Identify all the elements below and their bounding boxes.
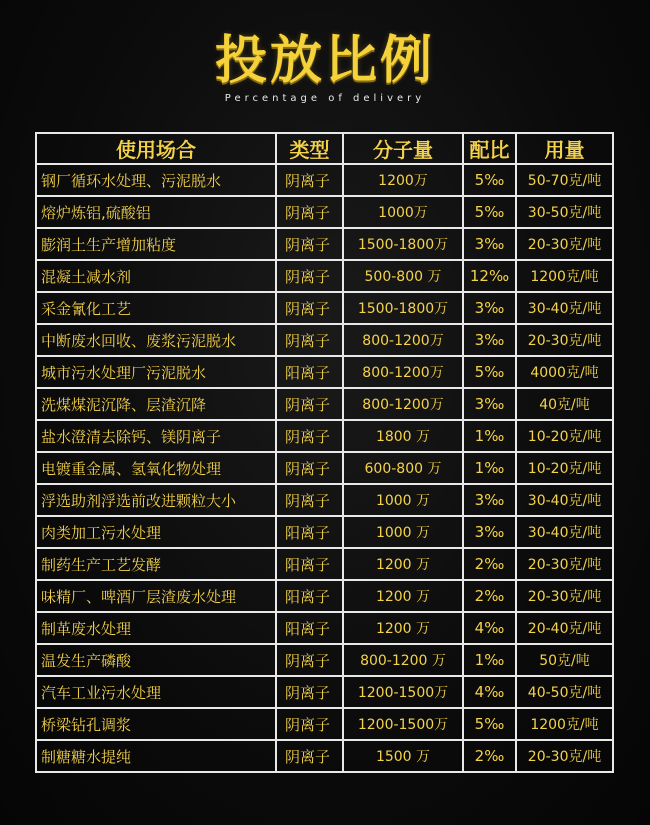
dosage-cell: 30-50克/吨 bbox=[516, 196, 613, 228]
dosage-cell: 20-30克/吨 bbox=[516, 740, 613, 772]
molecular-weight-cell: 1200 万 bbox=[343, 580, 463, 612]
type-cell: 阴离子 bbox=[276, 292, 343, 324]
dosage-cell: 10-20克/吨 bbox=[516, 452, 613, 484]
usage-cell: 制药生产工艺发酵 bbox=[36, 548, 276, 580]
type-cell: 阳离子 bbox=[276, 580, 343, 612]
usage-cell: 混凝土减水剂 bbox=[36, 260, 276, 292]
header-dosage: 用量 bbox=[516, 133, 613, 164]
dosage-cell: 1200克/吨 bbox=[516, 708, 613, 740]
header-ratio: 配比 bbox=[463, 133, 516, 164]
dosage-cell: 30-40克/吨 bbox=[516, 484, 613, 516]
table-row bbox=[36, 292, 613, 324]
table-body bbox=[36, 164, 613, 772]
ratio-cell: 3‰ bbox=[463, 484, 516, 516]
ratio-cell: 1‰ bbox=[463, 644, 516, 676]
ratio-cell: 2‰ bbox=[463, 580, 516, 612]
page-title: 投放比例 bbox=[214, 31, 435, 91]
ratio-cell: 1‰ bbox=[463, 420, 516, 452]
dosage-cell: 20-30克/吨 bbox=[516, 548, 613, 580]
dosage-cell: 50克/吨 bbox=[516, 644, 613, 676]
molecular-weight-cell: 500-800 万 bbox=[343, 260, 463, 292]
ratio-cell: 5‰ bbox=[463, 356, 516, 388]
usage-cell: 城市污水处理厂污泥脱水 bbox=[36, 356, 276, 388]
table-row bbox=[36, 580, 613, 612]
usage-cell: 肉类加工污水处理 bbox=[36, 516, 276, 548]
type-cell: 阴离子 bbox=[276, 324, 343, 356]
type-cell: 阴离子 bbox=[276, 228, 343, 260]
table-row bbox=[36, 260, 613, 292]
usage-cell: 电镀重金属、氢氧化物处理 bbox=[36, 452, 276, 484]
type-cell: 阴离子 bbox=[276, 740, 343, 772]
molecular-weight-cell: 600-800 万 bbox=[343, 452, 463, 484]
type-cell: 阴离子 bbox=[276, 420, 343, 452]
dosage-cell: 1200克/吨 bbox=[516, 260, 613, 292]
dosage-cell: 20-30克/吨 bbox=[516, 324, 613, 356]
dosage-cell: 50-70克/吨 bbox=[516, 164, 613, 196]
molecular-weight-cell: 1200 万 bbox=[343, 548, 463, 580]
molecular-weight-cell: 1200-1500万 bbox=[343, 708, 463, 740]
molecular-weight-cell: 1800 万 bbox=[343, 420, 463, 452]
molecular-weight-cell: 1500-1800万 bbox=[343, 292, 463, 324]
usage-cell: 浮选助剂浮选前改进颗粒大小 bbox=[36, 484, 276, 516]
type-cell: 阴离子 bbox=[276, 196, 343, 228]
ratio-cell: 5‰ bbox=[463, 196, 516, 228]
table-row bbox=[36, 708, 613, 740]
molecular-weight-cell: 800-1200万 bbox=[343, 324, 463, 356]
ratio-cell: 5‰ bbox=[463, 708, 516, 740]
ratio-cell: 2‰ bbox=[463, 740, 516, 772]
ratio-cell: 4‰ bbox=[463, 676, 516, 708]
type-cell: 阳离子 bbox=[276, 356, 343, 388]
molecular-weight-cell: 1200万 bbox=[343, 164, 463, 196]
table-row bbox=[36, 164, 613, 196]
usage-cell: 洗煤煤泥沉降、层渣沉降 bbox=[36, 388, 276, 420]
usage-cell: 熔炉炼铝,硫酸铝 bbox=[36, 196, 276, 228]
molecular-weight-cell: 1000 万 bbox=[343, 516, 463, 548]
ratio-cell: 12‰ bbox=[463, 260, 516, 292]
usage-cell: 采金氰化工艺 bbox=[36, 292, 276, 324]
usage-cell: 中断废水回收、废浆污泥脱水 bbox=[36, 324, 276, 356]
molecular-weight-cell: 1500-1800万 bbox=[343, 228, 463, 260]
ratio-cell: 3‰ bbox=[463, 388, 516, 420]
usage-cell: 汽车工业污水处理 bbox=[36, 676, 276, 708]
molecular-weight-cell: 800-1200万 bbox=[343, 356, 463, 388]
usage-cell: 膨润土生产增加粘度 bbox=[36, 228, 276, 260]
type-cell: 阴离子 bbox=[276, 484, 343, 516]
usage-cell: 盐水澄清去除钙、镁阴离子 bbox=[36, 420, 276, 452]
type-cell: 阳离子 bbox=[276, 516, 343, 548]
table-header-row bbox=[36, 133, 613, 164]
type-cell: 阴离子 bbox=[276, 708, 343, 740]
dosage-cell: 40克/吨 bbox=[516, 388, 613, 420]
type-cell: 阳离子 bbox=[276, 548, 343, 580]
table-row bbox=[36, 548, 613, 580]
usage-cell: 制革废水处理 bbox=[36, 612, 276, 644]
dosage-cell: 30-40克/吨 bbox=[516, 516, 613, 548]
molecular-weight-cell: 1000万 bbox=[343, 196, 463, 228]
table-row bbox=[36, 420, 613, 452]
dosage-cell: 40-50克/吨 bbox=[516, 676, 613, 708]
type-cell: 阴离子 bbox=[276, 260, 343, 292]
type-cell: 阳离子 bbox=[276, 612, 343, 644]
table-row bbox=[36, 644, 613, 676]
table-row bbox=[36, 388, 613, 420]
dosage-cell: 30-40克/吨 bbox=[516, 292, 613, 324]
usage-cell: 味精厂、啤酒厂层渣废水处理 bbox=[36, 580, 276, 612]
type-cell: 阴离子 bbox=[276, 164, 343, 196]
table-row bbox=[36, 356, 613, 388]
table-row bbox=[36, 484, 613, 516]
molecular-weight-cell: 800-1200万 bbox=[343, 388, 463, 420]
header-type: 类型 bbox=[276, 133, 343, 164]
dosage-cell: 20-40克/吨 bbox=[516, 612, 613, 644]
table-row bbox=[36, 516, 613, 548]
usage-cell: 桥梁钻孔调浆 bbox=[36, 708, 276, 740]
usage-cell: 温发生产磷酸 bbox=[36, 644, 276, 676]
ratio-cell: 3‰ bbox=[463, 228, 516, 260]
usage-cell: 制糖糖水提纯 bbox=[36, 740, 276, 772]
type-cell: 阴离子 bbox=[276, 388, 343, 420]
header-molecular-weight: 分子量 bbox=[343, 133, 463, 164]
molecular-weight-cell: 1200-1500万 bbox=[343, 676, 463, 708]
table-row bbox=[36, 452, 613, 484]
ratio-cell: 3‰ bbox=[463, 324, 516, 356]
table-row bbox=[36, 676, 613, 708]
type-cell: 阴离子 bbox=[276, 676, 343, 708]
type-cell: 阴离子 bbox=[276, 452, 343, 484]
header-usage: 使用场合 bbox=[36, 133, 276, 164]
table-row bbox=[36, 740, 613, 772]
table-row bbox=[36, 612, 613, 644]
ratio-cell: 2‰ bbox=[463, 548, 516, 580]
dosage-cell: 20-30克/吨 bbox=[516, 228, 613, 260]
table-row bbox=[36, 228, 613, 260]
ratio-cell: 4‰ bbox=[463, 612, 516, 644]
dosage-cell: 4000克/吨 bbox=[516, 356, 613, 388]
molecular-weight-cell: 800-1200 万 bbox=[343, 644, 463, 676]
ratio-cell: 3‰ bbox=[463, 516, 516, 548]
molecular-weight-cell: 1500 万 bbox=[343, 740, 463, 772]
table-row bbox=[36, 324, 613, 356]
ratio-cell: 1‰ bbox=[463, 452, 516, 484]
dosage-cell: 10-20克/吨 bbox=[516, 420, 613, 452]
molecular-weight-cell: 1000 万 bbox=[343, 484, 463, 516]
table-row bbox=[36, 196, 613, 228]
dosage-cell: 20-30克/吨 bbox=[516, 580, 613, 612]
ratio-cell: 5‰ bbox=[463, 164, 516, 196]
type-cell: 阴离子 bbox=[276, 644, 343, 676]
usage-cell: 钢厂循环水处理、污泥脱水 bbox=[36, 164, 276, 196]
ratio-cell: 3‰ bbox=[463, 292, 516, 324]
molecular-weight-cell: 1200 万 bbox=[343, 612, 463, 644]
dosage-table bbox=[35, 132, 614, 773]
page-subtitle: Percentage of delivery bbox=[224, 93, 426, 104]
